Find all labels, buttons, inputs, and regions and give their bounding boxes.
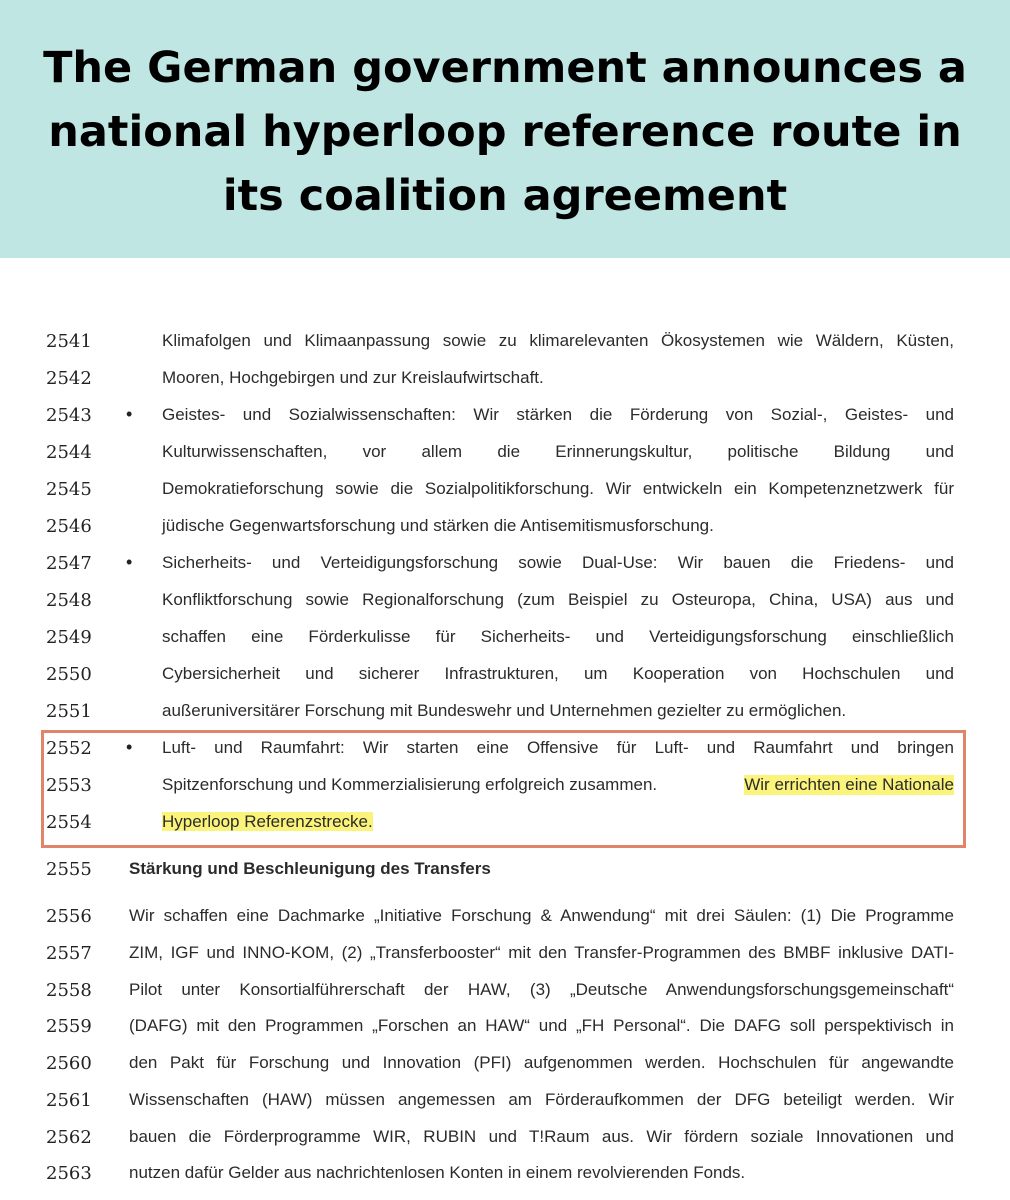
document-line <box>0 1121 1010 1157</box>
highlight-box <box>41 730 966 848</box>
line-text: Luft- und Raumfahrt: Wir starten eine Offensive für Luft- und Raumfahrt und bringen <box>162 738 954 757</box>
line-number: 2543 <box>46 405 92 426</box>
line-text: Demokratieforschung sowie die Sozialpolitikforschung. Wir entwickeln ein Kompetenznetzwerk für <box>162 479 954 498</box>
document-line <box>0 937 1010 973</box>
line-number: 2558 <box>46 980 92 1001</box>
line-number: 2550 <box>46 664 92 685</box>
line-number: 2547 <box>46 553 92 574</box>
line-number: 2556 <box>46 906 92 927</box>
line-text-plain: Spitzenforschung und Kommerzialisierung erfolgreich zusammen. <box>162 775 658 794</box>
line-text: Geistes- und Sozialwissenschaften: Wir stärken die Förderung von Sozial-, Geistes- und <box>162 405 954 424</box>
line-number: 2548 <box>46 590 92 611</box>
header-banner <box>0 0 1010 258</box>
bullet-icon: • <box>126 737 133 757</box>
line-number: 2562 <box>46 1127 92 1148</box>
line-text: Wissenschaften (HAW) müssen angemessen am Förderaufkommen der DFG beteiligt werden. Wir <box>129 1090 954 1109</box>
document-line <box>0 658 1010 694</box>
line-text: Pilot unter Konsortialführerschaft der HAW, (3) „Deutsche Anwendungsforschungsgemeinschaft“ <box>129 980 954 999</box>
line-number: 2542 <box>46 368 92 389</box>
line-number: 2561 <box>46 1090 92 1111</box>
line-text: Mooren, Hochgebirgen und zur Kreislaufwirtschaft. <box>162 368 544 387</box>
page-title: The German government announces a national hyperloop reference route in its coalition agreement <box>43 43 967 221</box>
line-text: Klimafolgen und Klimaanpassung sowie zu klimarelevanten Ökosystemen wie Wäldern, Küsten, <box>162 331 954 350</box>
bullet-icon: • <box>126 404 133 424</box>
section-heading: Stärkung und Beschleunigung des Transfers <box>129 859 491 878</box>
document-line <box>0 362 1010 398</box>
document-line <box>0 547 1010 583</box>
line-text: jüdische Gegenwartsforschung und stärken die Antisemitismusforschung. <box>162 516 714 535</box>
line-text: Wir schaffen eine Dachmarke „Initiative Forschung & Anwendung“ mit drei Säulen: (1) Die Programme <box>129 906 954 925</box>
document-excerpt <box>0 258 1010 1200</box>
document-line <box>0 900 1010 936</box>
document-line <box>0 621 1010 657</box>
line-text: Konfliktforschung sowie Regionalforschung (zum Beispiel zu Osteuropa, China, USA) aus und <box>162 590 954 609</box>
document-line <box>0 510 1010 546</box>
line-text: Kulturwissenschaften, vor allem die Erinnerungskultur, politische Bildung und <box>162 442 954 461</box>
document-line <box>0 695 1010 731</box>
line-text: ZIM, IGF und INNO-KOM, (2) „Transferbooster“ mit den Transfer-Programmen des BMBF inklusive DATI- <box>129 943 954 962</box>
line-number: 2544 <box>46 442 92 463</box>
line-text: nutzen dafür Gelder aus nachrichtenlosen Konten in einem revolvierenden Fonds. <box>129 1163 746 1182</box>
line-number: 2553 <box>46 775 92 796</box>
line-text: schaffen eine Förderkulisse für Sicherheits- und Verteidigungsforschung einschließlich <box>162 627 954 646</box>
line-number: 2555 <box>46 859 92 880</box>
highlighted-text: Hyperloop Referenzstrecke. <box>162 812 373 831</box>
document-line <box>0 473 1010 509</box>
line-text: außeruniversitärer Forschung mit Bundeswehr und Unternehmen gezielter zu ermöglichen. <box>162 701 847 720</box>
document-line <box>0 399 1010 435</box>
line-number: 2546 <box>46 516 92 537</box>
line-text: (DAFG) mit den Programmen „Forschen an HAW“ und „FH Personal“. Die DAFG soll perspektivisch in <box>129 1016 954 1035</box>
highlighted-text: Wir errichten eine Nationale <box>744 775 954 794</box>
section-heading-line <box>0 853 1010 889</box>
line-number: 2559 <box>46 1016 92 1037</box>
line-text: Cybersicherheit und sicherer Infrastrukturen, um Kooperation von Hochschulen und <box>162 664 954 683</box>
line-text: den Pakt für Forschung und Innovation (PFI) aufgenommen werden. Hochschulen für angewandte <box>129 1053 954 1072</box>
line-number: 2541 <box>46 331 92 352</box>
line-number: 2557 <box>46 943 92 964</box>
bullet-icon: • <box>126 552 133 572</box>
document-line <box>0 1047 1010 1083</box>
document-line <box>0 325 1010 361</box>
line-number: 2552 <box>46 738 92 759</box>
line-number: 2545 <box>46 479 92 500</box>
document-line <box>0 1010 1010 1046</box>
line-text: Sicherheits- und Verteidigungsforschung sowie Dual-Use: Wir bauen die Friedens- und <box>162 553 954 572</box>
line-number: 2551 <box>46 701 92 722</box>
line-number: 2563 <box>46 1163 92 1184</box>
line-number: 2554 <box>46 812 92 833</box>
line-text: bauen die Förderprogramme WIR, RUBIN und T!Raum aus. Wir fördern soziale Innovationen und <box>129 1127 954 1146</box>
document-line <box>0 436 1010 472</box>
line-number: 2549 <box>46 627 92 648</box>
document-line <box>0 1157 1010 1193</box>
document-line <box>0 584 1010 620</box>
line-number: 2560 <box>46 1053 92 1074</box>
document-line <box>0 1084 1010 1120</box>
document-line <box>0 974 1010 1010</box>
